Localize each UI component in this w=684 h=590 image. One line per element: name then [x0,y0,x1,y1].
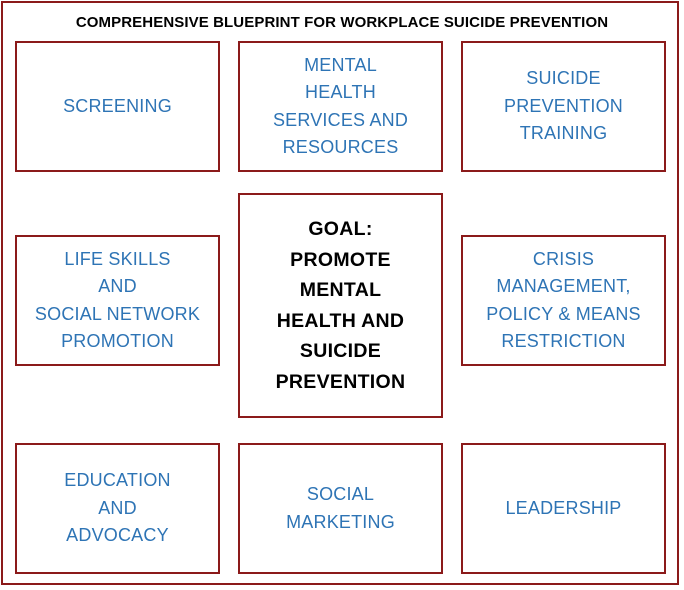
component-label-suicide-prevention-training: SUICIDE PREVENTION TRAINING [503,68,624,144]
goal-label: GOAL: PROMOTE MENTAL HEALTH AND SUICIDE PREVENTION [275,218,406,393]
component-box-crisis-management [461,235,666,366]
goal-box [238,193,443,418]
component-label-leadership: LEADERSHIP [505,497,622,518]
component-label-mental-health-services: MENTAL HEALTH SERVICES AND RESOURCES [272,54,409,157]
component-label-education-advocacy: EDUCATION AND ADVOCACY [64,470,171,546]
component-label-social-marketing: SOCIAL MARKETING [286,484,395,532]
component-box-mental-health-services [238,41,443,172]
diagram-title: COMPREHENSIVE BLUEPRINT FOR WORKPLACE SUICIDE PREVENTION [75,14,609,31]
component-box-education-advocacy [15,443,220,574]
component-label-crisis-management: CRISIS MANAGEMENT, POLICY & MEANS RESTRICTION [486,248,641,351]
component-box-screening [15,41,220,172]
component-label-life-skills: LIFE SKILLS AND SOCIAL NETWORK PROMOTION [34,248,201,351]
component-box-leadership [461,443,666,574]
component-box-suicide-prevention-training [461,41,666,172]
component-box-social-marketing [238,443,443,574]
component-label-screening: SCREENING [63,95,172,116]
component-box-life-skills [15,235,220,366]
